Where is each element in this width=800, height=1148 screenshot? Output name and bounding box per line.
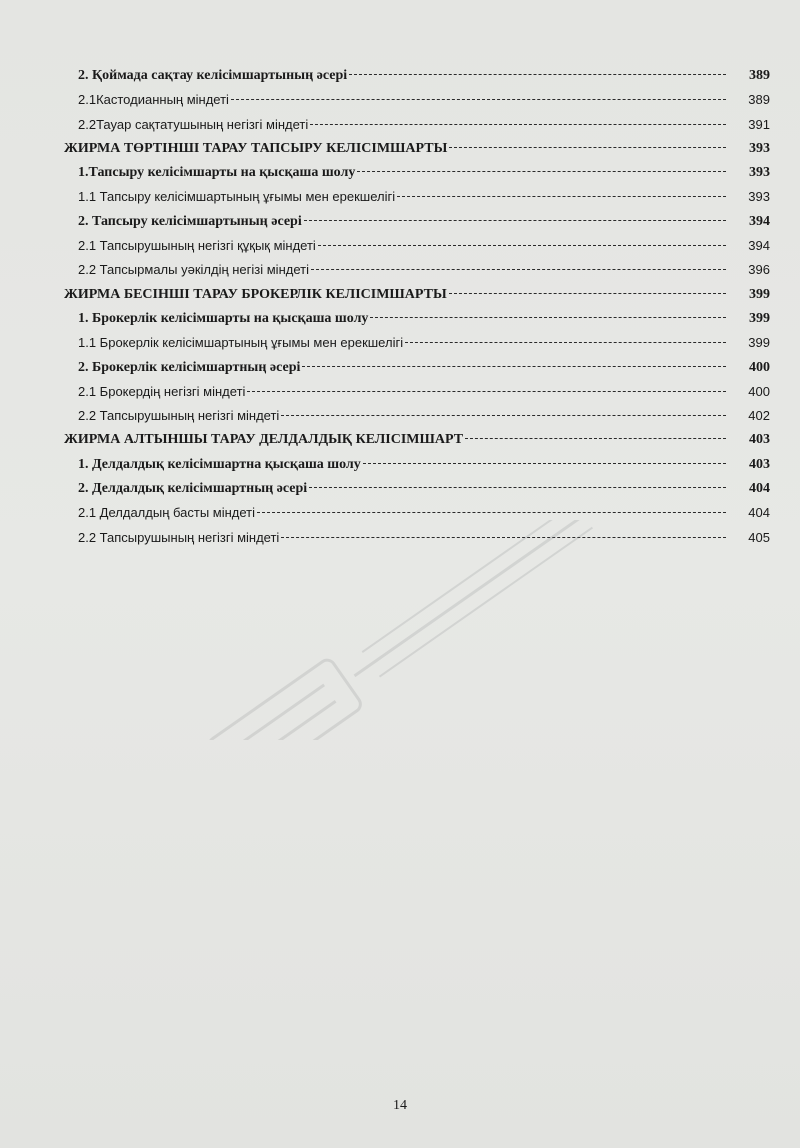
toc-entry-title: 2.1 Тапсырушының негізгі құқық міндеті [78,238,316,254]
toc-entry-title: ЖИРМА ТӨРТІНШІ ТАРАУ ТАПСЫРУ КЕЛІСІМШАРТЫ [64,140,448,156]
dot-leader [449,147,726,148]
toc-entry [64,64,770,88]
dot-leader [311,269,726,270]
toc-entry [64,428,770,452]
toc-entry [64,113,770,137]
dot-leader [309,487,726,488]
toc-entry-page: 403 [749,456,770,472]
toc-entry-title: 2. Тапсыру келісімшартының әсері [78,213,302,229]
dot-leader [281,537,726,538]
toc-entry-page: 393 [749,140,770,156]
toc-entry-page: 389 [748,92,770,108]
dot-leader [310,124,726,125]
toc-entry-title: 2.1 Брокердің негізгі міндеті [78,383,246,399]
toc-entry-page: 405 [748,529,770,545]
page-number: 14 [393,1098,407,1113]
toc-entry-page: 400 [749,359,770,375]
toc-entry-page: 399 [749,286,770,302]
table-of-contents [64,64,770,550]
dot-leader [231,99,726,100]
toc-entry [64,137,770,161]
toc-entry-title: 1.Тапсыру келісімшарты на қысқаша шолу [78,165,356,181]
toc-entry-title: ЖИРМА БЕСІНШІ ТАРАУ БРОКЕРЛІК КЕЛІСІМШАРТЫ [64,286,447,302]
dot-leader [370,317,726,318]
toc-entry-title: 2.2Тауар сақтатушының негізгі міндеті [78,116,309,132]
toc-entry-title: 1.1 Тапсыру келісімшартының ұғымы мен ерекшелігі [78,189,396,205]
toc-entry [64,307,770,331]
dot-leader [349,74,726,75]
dot-leader [363,463,726,464]
cibtc-watermark [160,520,680,740]
dot-leader [449,293,726,294]
toc-entry-title: 2.2 Тапсырушының негізгі міндеті [78,408,280,424]
dot-leader [247,391,726,392]
toc-entry-page: 399 [748,335,770,351]
dot-leader [397,196,726,197]
toc-entry [64,526,770,550]
toc-entry [64,258,770,282]
toc-entry [64,501,770,525]
toc-entry [64,404,770,428]
toc-entry-page: 393 [748,189,770,205]
toc-entry-page: 391 [748,116,770,132]
toc-entry-title: 2.2 Тапсырушының негізгі міндеті [78,529,280,545]
toc-entry-title: 2. Делдалдық келісімшартның әсері [78,481,308,497]
toc-entry-page: 403 [749,432,770,448]
toc-entry [64,380,770,404]
toc-entry [64,161,770,185]
toc-entry-title: 2.1 Делдалдың басты міндеті [78,505,256,521]
toc-entry-title: 2.2 Тапсырмалы уәкілдің негізі міндеті [78,262,309,278]
toc-entry [64,453,770,477]
toc-entry-page: 404 [749,481,770,497]
toc-entry [64,88,770,112]
toc-entry-page: 393 [749,165,770,181]
dot-leader [405,342,726,343]
toc-entry-title: 1. Брокерлік келісімшарты на қысқаша шолу [78,310,369,326]
toc-entry-page: 399 [749,310,770,326]
toc-entry-page: 389 [749,68,770,83]
toc-entry-title: 2.1Кастодианның міндеті [78,92,229,108]
toc-entry-page: 404 [748,505,770,521]
toc-entry [64,234,770,258]
toc-entry [64,185,770,209]
toc-entry-title: 1. Делдалдық келісімшартна қысқаша шолу [78,456,361,472]
toc-entry-title: 1.1 Брокерлік келісімшартының ұғымы мен ерекшелігі [78,335,404,351]
dot-leader [257,512,726,513]
dot-leader [281,415,726,416]
toc-entry [64,210,770,234]
toc-entry-page: 394 [749,213,770,229]
toc-entry-page: 396 [748,262,770,278]
dot-leader [318,245,726,246]
dot-leader [304,220,726,221]
toc-entry-page: 400 [748,383,770,399]
toc-entry-title: 2. Қоймада сақтау келісімшартының әсері [78,68,348,83]
toc-entry-page: 394 [748,238,770,254]
toc-entry [64,283,770,307]
toc-entry-title: ЖИРМА АЛТЫНШЫ ТАРАУ ДЕЛДАЛДЫҚ КЕЛІСІМШАРТ [64,432,464,448]
toc-entry-page: 402 [748,408,770,424]
dot-leader [465,438,726,439]
toc-entry [64,331,770,355]
toc-entry [64,356,770,380]
dot-leader [357,171,726,172]
toc-entry-title: 2. Брокерлік келісімшартның әсері [78,359,301,375]
dot-leader [302,366,726,367]
toc-entry [64,477,770,501]
